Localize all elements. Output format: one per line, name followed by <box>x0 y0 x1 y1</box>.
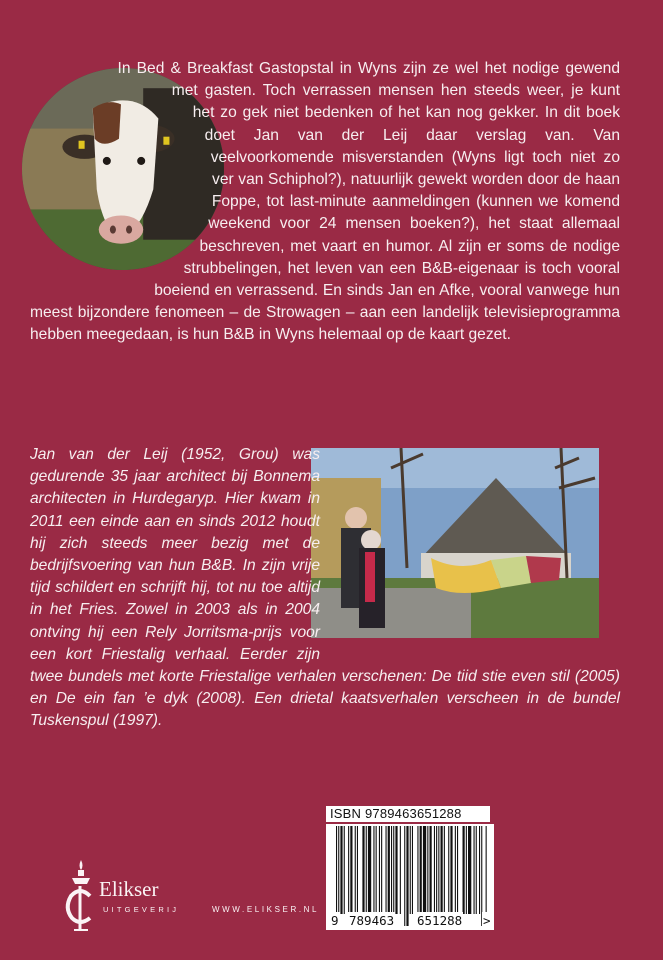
photo-spacer <box>320 444 620 644</box>
barcode-bar <box>417 826 418 914</box>
barcode-bar <box>455 826 456 914</box>
barcode-bar <box>366 826 367 914</box>
barcode-bar <box>410 826 411 914</box>
barcode-bar <box>391 826 392 914</box>
barcode-bar <box>404 826 405 926</box>
author-bio-text: Jan van der Leij (1952, Grou) was gedurende 35 jaar architect bij Bonnema architecten in Hurdegaryp. Hier kwam in 2011 een einde aan en sinds 2012 houdt hij zich steeds meer bezig met de bedrijfsvoering van hun B&B. In zijn vrije tijd schildert en schrijft hij, tot nu toe altijd in het Fries. Zowel in 2003 als in 2004 ontving hij een Rely Jorritsma-prijs voor een kort Friestalig verhaal. Eerder zijn twee bundels met korte Friestalige verhalen verschenen: De tiid stie even stil (2005) en De ein fan ’e dyk (2008). Een drietal kaatsverhalen verscheen in de bundel Tuskenspul (1997). <box>30 446 620 730</box>
barcode-digits <box>326 912 494 930</box>
barcode-bar <box>412 826 413 914</box>
barcode-bar <box>362 826 364 914</box>
barcode-bar <box>468 826 471 914</box>
barcode-bar <box>368 826 371 914</box>
barcode-digit-end: > <box>483 913 491 928</box>
barcode-bar <box>344 826 345 914</box>
barcode-digit-first: 9 <box>331 913 339 928</box>
barcode-digits-right: 651288 <box>417 913 463 928</box>
barcode-bar <box>434 826 435 914</box>
barcode-bar <box>427 826 428 914</box>
barcode-bar <box>438 826 439 914</box>
barcode-bar <box>476 826 477 914</box>
isbn-label: ISBN 9789463651288 <box>326 806 490 822</box>
barcode-bar <box>348 826 349 914</box>
publisher-website[interactable]: WWW.ELIKSER.NL <box>212 905 320 914</box>
barcode-bar <box>357 826 358 914</box>
barcode-bar <box>444 826 445 914</box>
barcode-bar <box>474 826 475 914</box>
barcode-bar <box>338 826 339 926</box>
barcode-bar <box>379 826 380 914</box>
barcode-bar <box>448 826 449 914</box>
barcode-bar <box>486 826 487 926</box>
barcode-bar <box>466 826 467 914</box>
publisher-name: Elikser <box>99 877 159 901</box>
barcode-bar <box>388 826 390 914</box>
barcode-bar <box>430 826 432 914</box>
barcode-bar <box>373 826 374 914</box>
elikser-logo-icon <box>60 856 102 932</box>
barcode-bar <box>479 826 480 914</box>
barcode-bar <box>420 826 422 914</box>
barcode-bar <box>450 826 452 914</box>
barcode-digits-left: 789463 <box>349 913 395 928</box>
barcode-bar <box>423 826 426 914</box>
barcode-bar <box>400 826 401 914</box>
barcode-bar <box>463 826 465 914</box>
barcode-bar <box>355 826 356 914</box>
barcode-bar <box>481 826 482 926</box>
barcode-bar <box>386 826 387 914</box>
barcode-bar <box>350 826 352 914</box>
publisher-sub: UITGEVERIJ <box>103 905 180 914</box>
barcode-bar <box>393 826 394 914</box>
barcode-bar <box>457 826 458 914</box>
barcode-bar <box>336 826 337 926</box>
barcode-bar <box>436 826 437 914</box>
author-bio <box>30 444 620 733</box>
barcode-bar <box>340 826 342 914</box>
barcode-bar <box>441 826 443 914</box>
barcode-bar <box>406 826 408 926</box>
barcode-bar <box>381 826 382 914</box>
barcode-bar <box>376 826 377 914</box>
barcode-bar <box>395 826 397 914</box>
blurb-text: In Bed & Breakfast Gastopstal in Wyns zijn ze wel het nodige gewend met gasten. Toch verrassen mensen hen steeds weer, je kunt het zo gek niet bedenken of het kan nog gekker. In dit boek doet Jan van der Leij daar verslag van. Van veelvoorkomende misverstanden (Wyns ligt toch niet zo ver van Schiphol?), natuurlijk gewekt worden door de haan Foppe, tot last-minute aanmeldingen (kunnen we komend weekend voor 24 mensen boeken?), het staat allemaal beschreven, met vaart en humor. Al zijn er soms de nodige strubbelingen, het leven van een B&B-eigenaar is toch vooral boeiend en verrassend. En sinds Jan en Afke, vooral vanwege hun meest bijzondere fenomeen – de Strowagen – aan een landelijk televisieprogramma hebben meegedaan, is hun B&B in Wyns helemaal op de kaart gezet. <box>30 60 620 344</box>
